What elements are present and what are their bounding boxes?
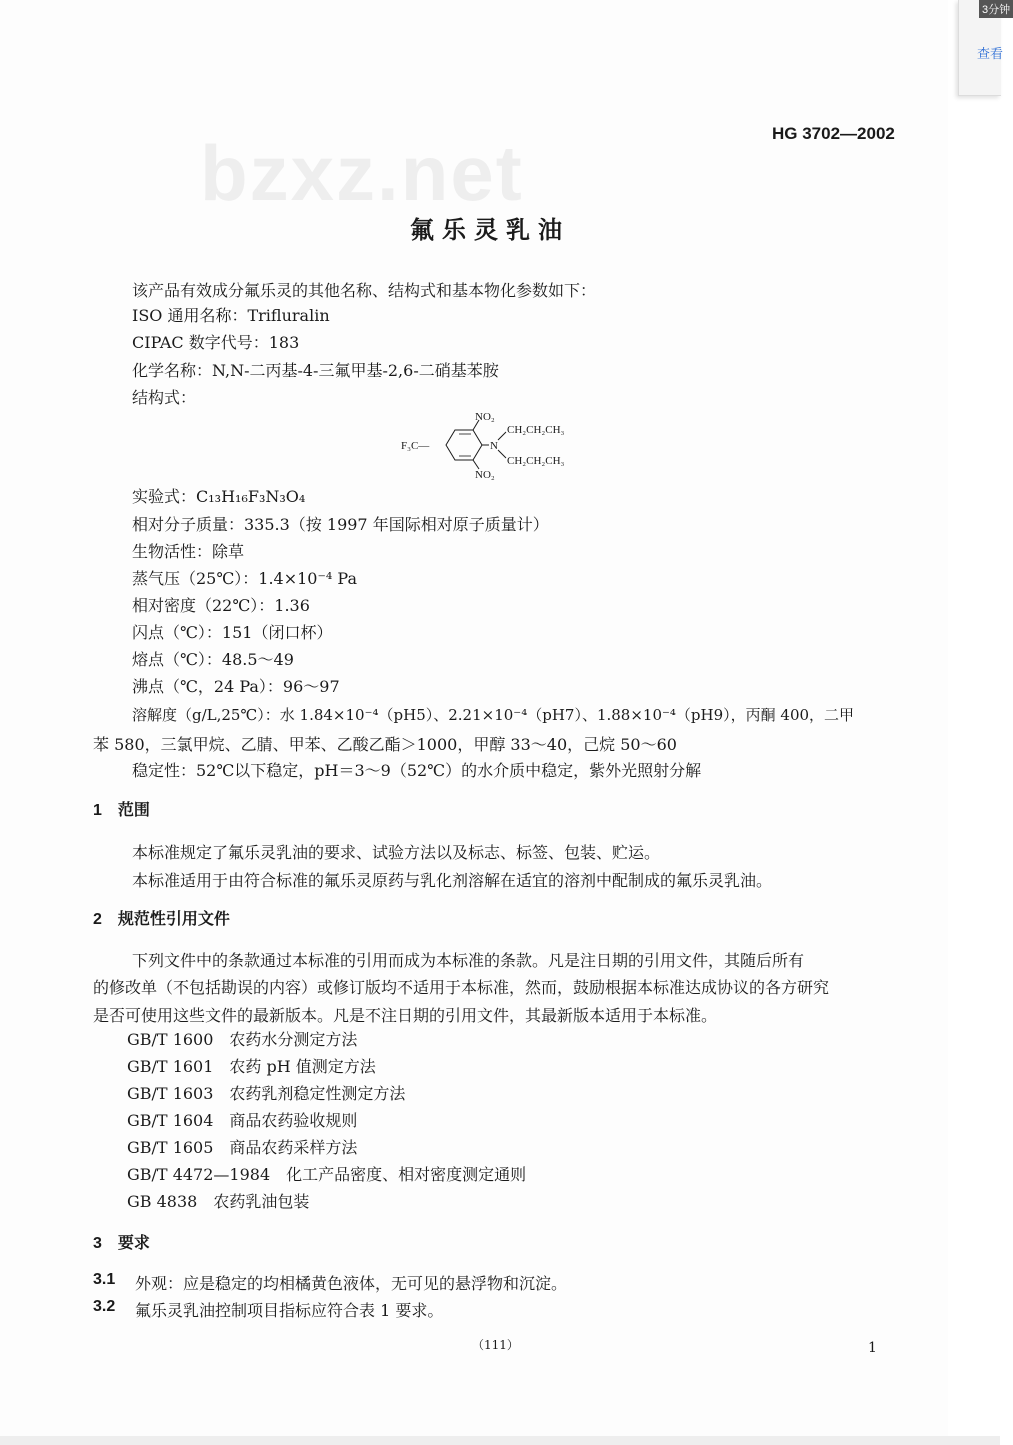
page-number: 1: [868, 1340, 877, 1356]
reference-item: GB/T 1605 商品农药采样方法: [127, 1138, 358, 1157]
no2-bottom: NO₂: [475, 469, 495, 481]
scope-paragraph-1: 本标准规定了氟乐灵乳油的要求、试验方法以及标志、标签、包装、贮运。: [132, 843, 661, 862]
no2-top: NO₂: [475, 411, 495, 423]
cipac-code: CIPAC 数字代号：183: [132, 333, 300, 352]
reference-item: GB/T 1603 农药乳剂稳定性测定方法: [127, 1084, 406, 1103]
section-1-heading: 1 范围: [93, 802, 150, 819]
benzene-ring: [446, 430, 482, 460]
reading-time-label: 3分钟: [979, 0, 1013, 18]
boiling-point: 沸点（℃，24 Pa）：96～97: [132, 677, 340, 696]
empirical-formula: 实验式：C₁₃H₁₆F₃N₃O₄: [132, 487, 306, 506]
solubility-line-1: 溶解度（g/L,25℃）：水 1.84×10⁻⁴（pH5）、2.21×10⁻⁴（pH7）、1.88×10⁻⁴（pH9），丙酮 400，二甲: [132, 706, 855, 724]
references-paragraph-1: 下列文件中的条款通过本标准的引用而成为本标准的条款。凡是注日期的引用文件，其随后所有: [132, 951, 805, 970]
standard-number: HG 3702—2002: [772, 124, 895, 143]
cf3-group: F₃C—: [401, 440, 430, 452]
nitrogen-atom: N: [490, 440, 498, 452]
view-link[interactable]: 查看: [977, 46, 1004, 61]
clause-3-1-number: 3.1: [93, 1271, 116, 1288]
reference-item: GB/T 1604 商品农药验收规则: [127, 1111, 358, 1130]
structural-formula: [395, 408, 595, 480]
structure-label: 结构式：: [132, 388, 197, 407]
section-2-heading: 2 规范性引用文件: [93, 911, 230, 928]
scope-paragraph-2: 本标准适用于由符合标准的氟乐灵原药与乳化剂溶解在适宜的溶剂中配制成的氟乐灵乳油。: [132, 871, 773, 890]
clause-3-2-number: 3.2: [93, 1298, 116, 1315]
flash-point: 闪点（℃）：151（闭口杯）: [132, 623, 333, 642]
propyl-top: CH₂CH₂CH₃: [507, 424, 565, 436]
vapor-pressure: 蒸气压（25℃）：1.4×10⁻⁴ Pa: [132, 569, 358, 588]
reference-item: GB/T 1601 农药 pH 值测定方法: [127, 1057, 376, 1076]
side-overlay-panel: [958, 0, 1011, 96]
bioactivity: 生物活性：除草: [132, 542, 245, 561]
footer-sequence-number: （111）: [472, 1338, 519, 1352]
chemical-name: 化学名称：N,N-二丙基-4-三氟甲基-2,6-二硝基苯胺: [132, 361, 499, 380]
references-paragraph-3: 是否可使用这些文件的最新版本。凡是不注日期的引用文件，其最新版本适用于本标准。: [93, 1006, 718, 1025]
watermark: bzxz.net: [200, 129, 524, 217]
reference-item: GB/T 1600 农药水分测定方法: [127, 1030, 358, 1049]
reference-item: GB/T 4472—1984 化工产品密度、相对密度测定通则: [127, 1165, 527, 1184]
solubility-line-2: 苯 580，三氯甲烷、乙腈、甲苯、乙酸乙酯＞1000，甲醇 33～40，己烷 50～60: [93, 735, 677, 754]
melting-point: 熔点（℃）：48.5～49: [132, 650, 294, 669]
references-paragraph-2: 的修改单（不包括勘误的内容）或修订版均不适用于本标准，然而，鼓励根据本标准达成协议的各方研究: [93, 978, 830, 997]
section-3-heading: 3 要求: [93, 1235, 150, 1252]
molecular-weight: 相对分子质量：335.3（按 1997 年国际相对原子质量计）: [132, 515, 549, 534]
clause-3-1-text: 外观：应是稳定的均相橘黄色液体，无可见的悬浮物和沉淀。: [135, 1274, 568, 1293]
propyl-bottom: CH₂CH₂CH₃: [507, 455, 565, 467]
intro-lead: 该产品有效成分氟乐灵的其他名称、结构式和基本物化参数如下：: [132, 281, 597, 300]
reference-item: GB 4838 农药乳油包装: [127, 1192, 310, 1211]
iso-name: ISO 通用名称：Trifluralin: [132, 306, 330, 325]
page-title: 氟乐灵乳油: [410, 215, 570, 244]
relative-density: 相对密度（22℃）：1.36: [132, 596, 310, 615]
clause-3-2-text: 氟乐灵乳油控制项目指标应符合表 1 要求。: [135, 1301, 444, 1320]
bottom-scroll-strip: [0, 1436, 1000, 1445]
stability: 稳定性：52℃以下稳定，pH＝3～9（52℃）的水介质中稳定，紫外光照射分解: [132, 761, 702, 780]
